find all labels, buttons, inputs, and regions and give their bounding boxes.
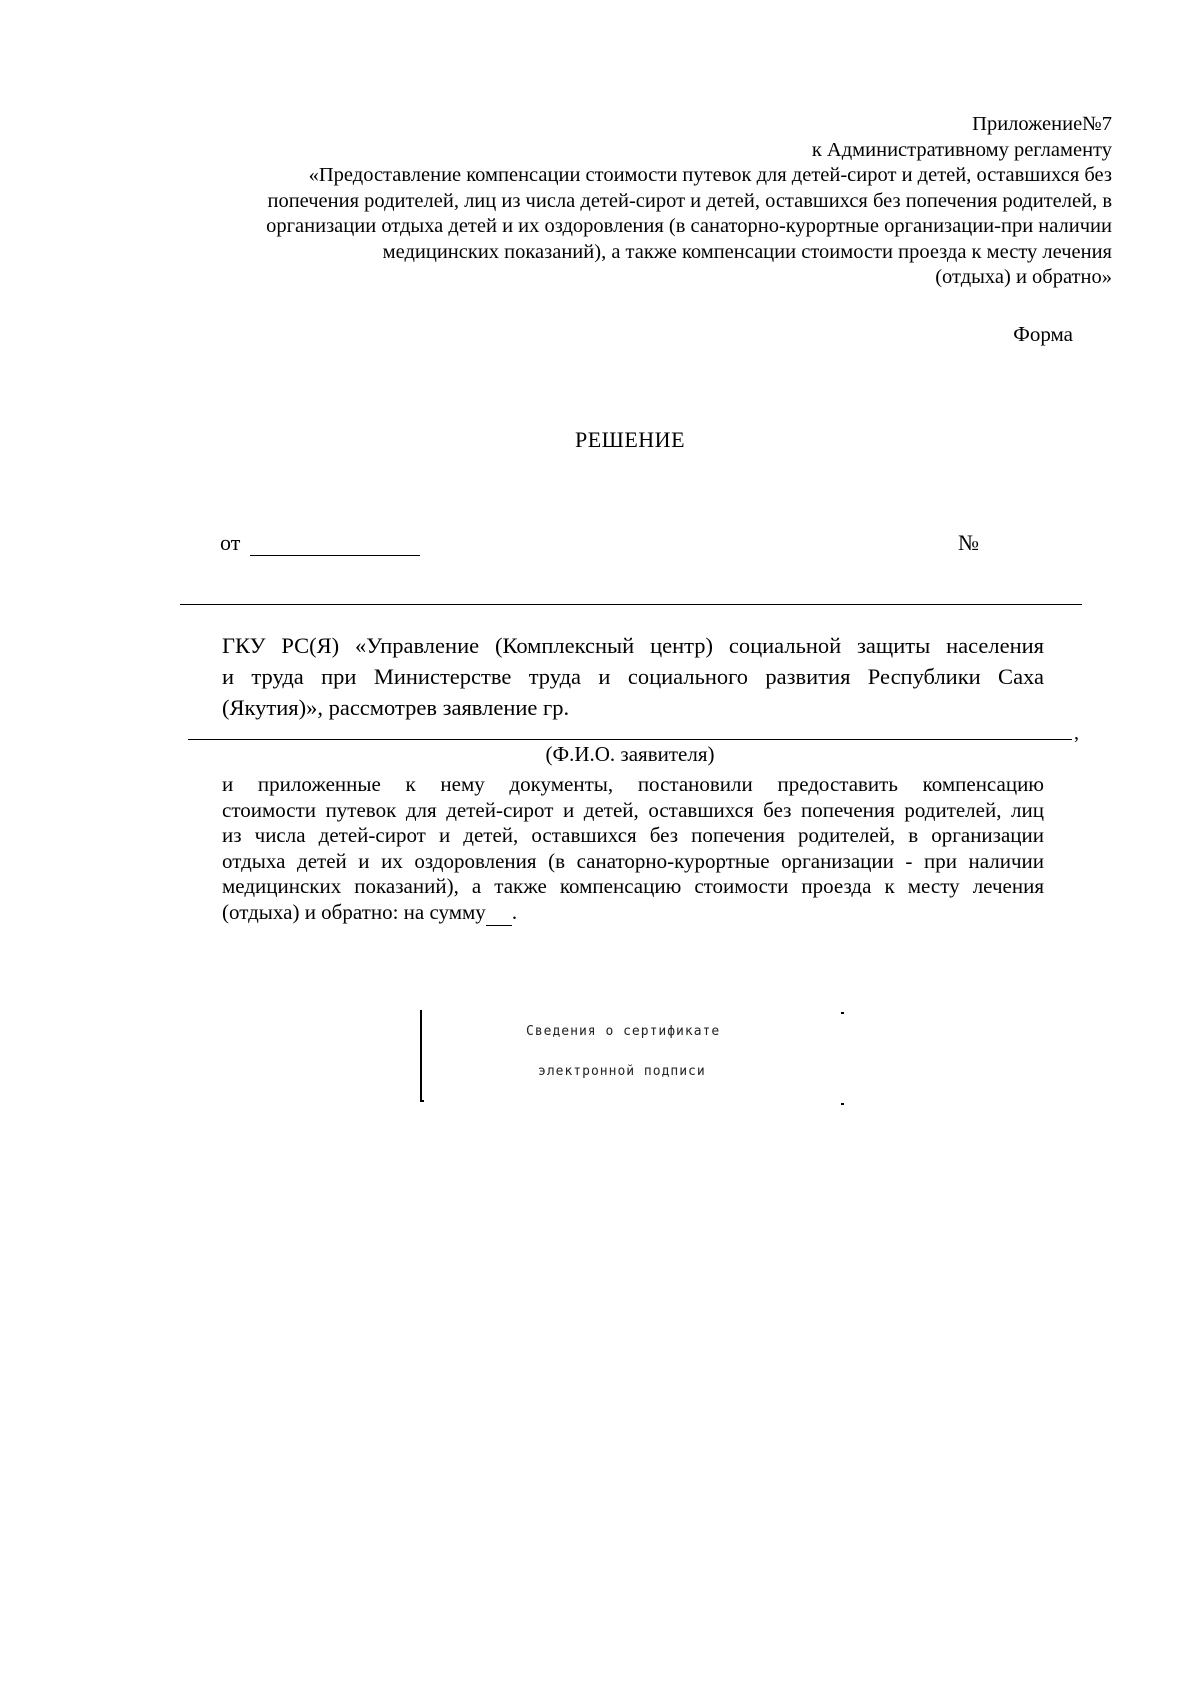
appendix-header bbox=[190, 112, 1112, 291]
stamp-text-line: Сведения о сертификате bbox=[526, 1024, 721, 1039]
paragraph-line: стоимости путевок для детей-сирот и детей, оставшихся без попечения родителей, лиц bbox=[222, 797, 1044, 822]
document-title: РЕШЕНИЕ bbox=[574, 427, 686, 452]
appendix-line: «Предоставление компенсации стоимости путевок для детей-сирот и детей, оставшихся без bbox=[308, 164, 1112, 186]
stamp-corner-mark bbox=[841, 1103, 844, 1105]
paragraph-line: отдыха детей и их оздоровления (в санаторно-курортные организации - при наличии bbox=[222, 848, 1044, 873]
applicant-caption: (Ф.И.О. заявителя) bbox=[545, 742, 715, 766]
paragraph-line: ГКУ РС(Я) «Управление (Комплексный центр) социальной защиты населения bbox=[222, 633, 1044, 658]
decision-paragraph bbox=[222, 772, 1044, 926]
stamp-border-line bbox=[420, 1010, 422, 1102]
paragraph-line: (Якутия)», рассмотрев заявление гр. bbox=[222, 695, 570, 720]
applicant-name-line[interactable] bbox=[188, 739, 1072, 740]
sentence-end: . bbox=[511, 899, 518, 924]
stamp-border-foot bbox=[420, 1100, 424, 1102]
date-blank-field[interactable] bbox=[250, 535, 420, 556]
appendix-line: Приложение№7 bbox=[972, 113, 1112, 135]
signature-stamp bbox=[420, 1010, 850, 1106]
appendix-line: (отдыха) и обратно» bbox=[935, 266, 1112, 288]
paragraph-line: и приложенные к нему документы, постановили предоставить компенсацию bbox=[222, 772, 1044, 796]
form-label: Форма bbox=[1013, 322, 1073, 346]
appendix-line: к Административному регламенту bbox=[811, 138, 1112, 161]
date-row bbox=[220, 530, 420, 556]
paragraph-line: медицинских показаний), а также компенсацию стоимости проезда к месту лечения bbox=[222, 874, 1044, 899]
appendix-line: организации отдыха детей и их оздоровления (в санаторно-курортные организации-при наличии bbox=[266, 215, 1112, 237]
trailing-comma: , bbox=[1074, 722, 1079, 744]
organization-paragraph bbox=[222, 630, 1044, 723]
appendix-line: попечения родителей, лиц из числа детей-сирот и детей, оставшихся без попечения родителей, в bbox=[267, 189, 1112, 212]
paragraph-line: из числа детей-сирот и детей, оставшихся без попечения родителей, в организации bbox=[222, 823, 1044, 848]
number-label: № bbox=[958, 530, 979, 555]
appendix-line: медицинских показаний), а также компенсации стоимости проезда к месту лечения bbox=[382, 240, 1112, 263]
divider-line bbox=[180, 604, 1082, 605]
paragraph-last-line bbox=[222, 900, 1044, 926]
stamp-text-line: электронной подписи bbox=[538, 1064, 706, 1079]
from-label: от bbox=[220, 530, 241, 555]
paragraph-line: и труда при Министерстве труда и социального развития Республики Саха bbox=[222, 664, 1044, 689]
amount-blank-field[interactable] bbox=[486, 907, 512, 926]
stamp-corner-mark bbox=[841, 1012, 844, 1014]
amount-label: (отдыха) и обратно: на сумму bbox=[222, 899, 486, 924]
